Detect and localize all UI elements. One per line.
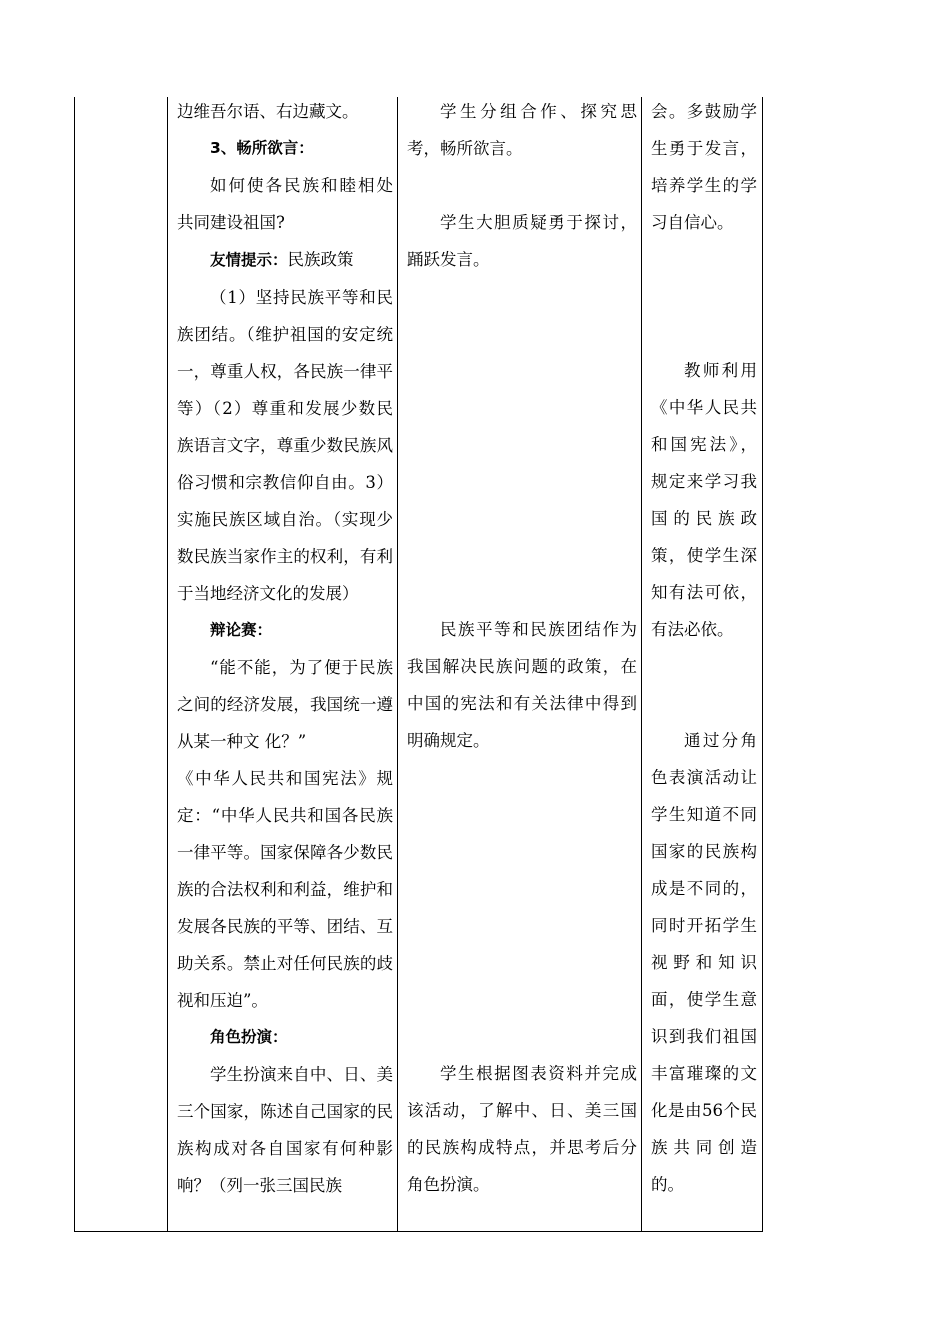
- spacer: [651, 241, 757, 352]
- design-intent-text: 通过分角色表演活动让学生知道不同国家的民族构成是不同的，同时开拓学生视野和知识面，使学生意识到我们祖国丰富璀璨的文化是由56个民族共同创造的。: [651, 731, 757, 1194]
- table-border-col3: [641, 97, 642, 1232]
- student-activity-text: 学生大胆质疑勇于探讨，踊跃发言。: [407, 213, 637, 269]
- debate-question: “能不能，为了便于民族之间的经济发展，我国统一遵从某一种文 化？”: [177, 658, 393, 751]
- design-intent-text: 教师利用《中华人民共和国宪法》，规定来学习我国的民族政策，使学生深知有法可依，有法必依。: [651, 361, 757, 639]
- spacer: [651, 648, 757, 722]
- table-border-right: [762, 97, 763, 1232]
- section-heading: 友情提示：: [210, 251, 288, 269]
- teaching-process-cell: [177, 93, 393, 1204]
- student-activity-text: 学生分组合作、探究思考，畅所欲言。: [407, 102, 637, 158]
- student-activity-text: 民族平等和民族团结作为我国解决民族问题的政策，在中国的宪法和有关法律中得到明确规定。: [407, 620, 637, 750]
- empty-cell: [75, 97, 167, 1231]
- design-intent-text: 会。多鼓励学生勇于发言，培养学生的学习自信心。: [651, 102, 757, 232]
- spacer: [407, 759, 637, 1055]
- spacer: [407, 167, 637, 204]
- section-heading: 3、畅所欲言：: [210, 139, 314, 157]
- design-intent-cell: [651, 93, 757, 1203]
- tip-topic: 民族政策: [287, 250, 354, 269]
- constitution-quote: 《中华人民共和国宪法》规定：“中华人民共和国各民族一律平等。国家保障各少数民族的合法权利和利益，维护和发展各民族的平等、团结、互助关系。禁止对任何民族的歧视和压迫”。: [177, 769, 393, 1010]
- student-activity-text: 学生根据图表资料并完成该活动，了解中、日、美三国的民族构成特点，并思考后分角色扮演。: [407, 1064, 637, 1194]
- question-line: 共同建设祖国?: [177, 213, 285, 232]
- continued-text: 边维吾尔语、右边藏文。: [177, 102, 359, 121]
- table-border-col2: [397, 97, 398, 1232]
- student-activity-cell: [407, 93, 637, 1203]
- policy-paragraph: （1）坚持民族平等和民族团结。（维护祖国的安定统一，尊重人权，各民族一律平等）（2）尊重和发展少数民族语言文字，尊重少数民族风俗习惯和宗教信仰自由。3）实施民族区域自治。（实现少数民族当家作主的权利，有利于当地经济文化的发展）: [177, 288, 393, 603]
- section-heading: 辩论赛：: [210, 621, 273, 639]
- spacer: [407, 278, 637, 611]
- role-play-paragraph: 学生扮演来自中、日、美三个国家，陈述自己国家的民族构成对各自国家有何种影响？（列一张三国民族: [177, 1065, 393, 1195]
- table-border-bottom: [74, 1231, 763, 1232]
- question-line: 如何使各民族和睦相处: [210, 176, 393, 195]
- section-heading: 角色扮演：: [210, 1028, 288, 1046]
- tip-heading-line: [177, 241, 393, 279]
- table-border-col1: [167, 97, 168, 1232]
